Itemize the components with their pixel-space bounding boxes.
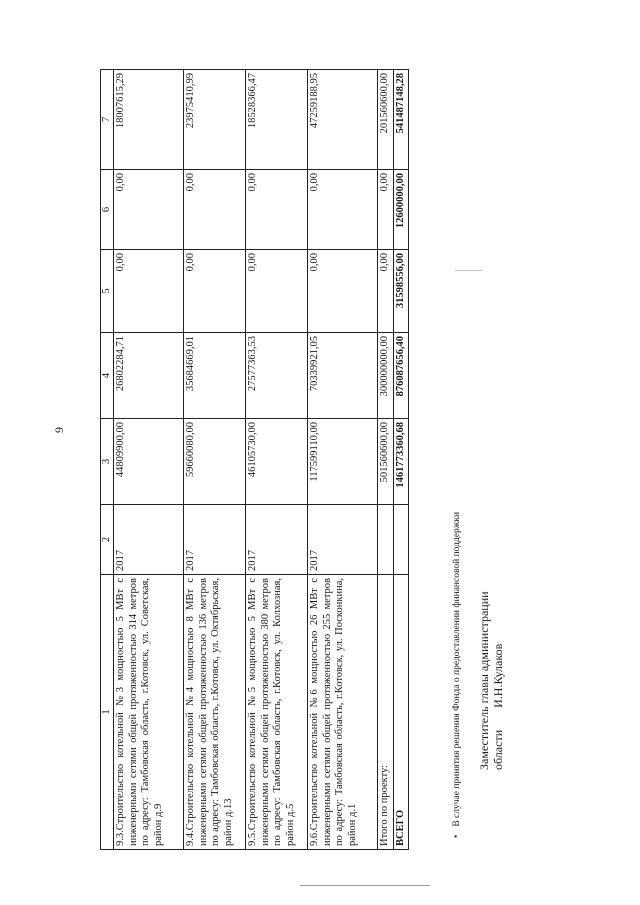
subtotal-col-3: 501560600,00 [378, 419, 393, 505]
signature-block [478, 591, 506, 770]
col-7-value: 18007615,29 [114, 70, 184, 170]
total-col-4: 876087656,40 [393, 333, 408, 419]
scan-artifact [455, 270, 483, 271]
project-name: 9.5.Строительство котельной №5 мощностью 5 МВт с инженерными сетями общей протяженностью 380 метров по адресу: Тамбовская область, г.Котовск, ул. Колхозная, район д.5 [246, 575, 308, 850]
table-row [184, 70, 246, 850]
header-col-3: 3 [101, 419, 114, 505]
col-4-value: 27577363,53 [246, 333, 308, 419]
col-6-value: 0,00 [308, 170, 378, 250]
col-6-value: 0,00 [184, 170, 246, 250]
total-year [393, 505, 408, 575]
subtotal-col-4: 300000000,00 [378, 333, 393, 419]
project-year: 2017 [184, 505, 246, 575]
total-col-3: 1461773360,68 [393, 419, 408, 505]
financing-table [100, 69, 409, 850]
header-col-1: 1 [101, 575, 114, 850]
project-name: 9.6.Строительство котельной №6 мощностью 26 МВт с инженерными сетями общей протяженностью 255 метров по адресу: Тамбовская область, г.Котовск, ул. Посконкина, район д.1 [308, 575, 378, 850]
total-col-5: 31598556,00 [393, 250, 408, 333]
col-5-value: 0,00 [114, 250, 184, 333]
header-col-4: 4 [101, 333, 114, 419]
col-6-value: 0,00 [246, 170, 308, 250]
project-year: 2017 [114, 505, 184, 575]
header-row [101, 70, 114, 850]
project-name: 9.3.Строительство котельной №3 мощностью 5 МВт с инженерными сетями общей протяженностью 314 метров по адресу: Тамбовская область, г.Котовск, ул. Советская, район д.9 [114, 575, 184, 850]
project-year: 2017 [308, 505, 378, 575]
subtotal-label: Итого по проекту: [378, 575, 393, 850]
subtotal-col-7: 201560600,00 [378, 70, 393, 170]
subtotal-col-6: 0,00 [378, 170, 393, 250]
project-year: 2017 [246, 505, 308, 575]
col-3-value: 46105730,00 [246, 419, 308, 505]
subtotal-row [378, 70, 393, 850]
page-number: 9 [52, 427, 66, 433]
col-3-value: 59660080,00 [184, 419, 246, 505]
col-6-value: 0,00 [114, 170, 184, 250]
col-5-value: 0,00 [184, 250, 246, 333]
signatory-position-cont: области [490, 729, 505, 770]
table-row [308, 70, 378, 850]
col-3-value: 117599110,00 [308, 419, 378, 505]
col-7-value: 18528366,47 [246, 70, 308, 170]
table-row [246, 70, 308, 850]
total-col-6: 12600000,00 [393, 170, 408, 250]
footnote-text: В случае принятия решения Фонда о предоставлении финансовой поддержки [452, 511, 462, 827]
signatory-position: Заместитель главы администрации [477, 591, 491, 770]
footnote-bullet: • [452, 834, 462, 838]
header-col-2: 2 [101, 505, 114, 575]
col-7-value: 47259188,95 [308, 70, 378, 170]
header-col-6: 6 [101, 170, 114, 250]
subtotal-col-5: 0,00 [378, 250, 393, 333]
col-5-value: 0,00 [246, 250, 308, 333]
col-5-value: 0,00 [308, 250, 378, 333]
col-4-value: 70339921,05 [308, 333, 378, 419]
col-4-value: 35684669,01 [184, 333, 246, 419]
total-col-7: 541487148,28 [393, 70, 408, 170]
project-name: 9.4.Строительство котельной №4 мощностью 8 МВт с инженерными сетями общей протяженностью 136 метров по адресу: Тамбовская область, г.Котовск, ул. Октябрьская, район д.13 [184, 575, 246, 850]
col-7-value: 23975410,99 [184, 70, 246, 170]
rotated-page-content [100, 50, 520, 850]
signatory-name: И.Н.Кулаков [490, 643, 505, 708]
table-row [114, 70, 184, 850]
col-4-value: 26802284,71 [114, 333, 184, 419]
footnote [452, 512, 462, 838]
scan-artifact [300, 885, 430, 886]
total-label: ВСЕГО [393, 575, 408, 850]
subtotal-year [378, 505, 393, 575]
total-row [393, 70, 408, 850]
col-3-value: 44809900,00 [114, 419, 184, 505]
header-col-7: 7 [101, 70, 114, 170]
header-col-5: 5 [101, 250, 114, 333]
